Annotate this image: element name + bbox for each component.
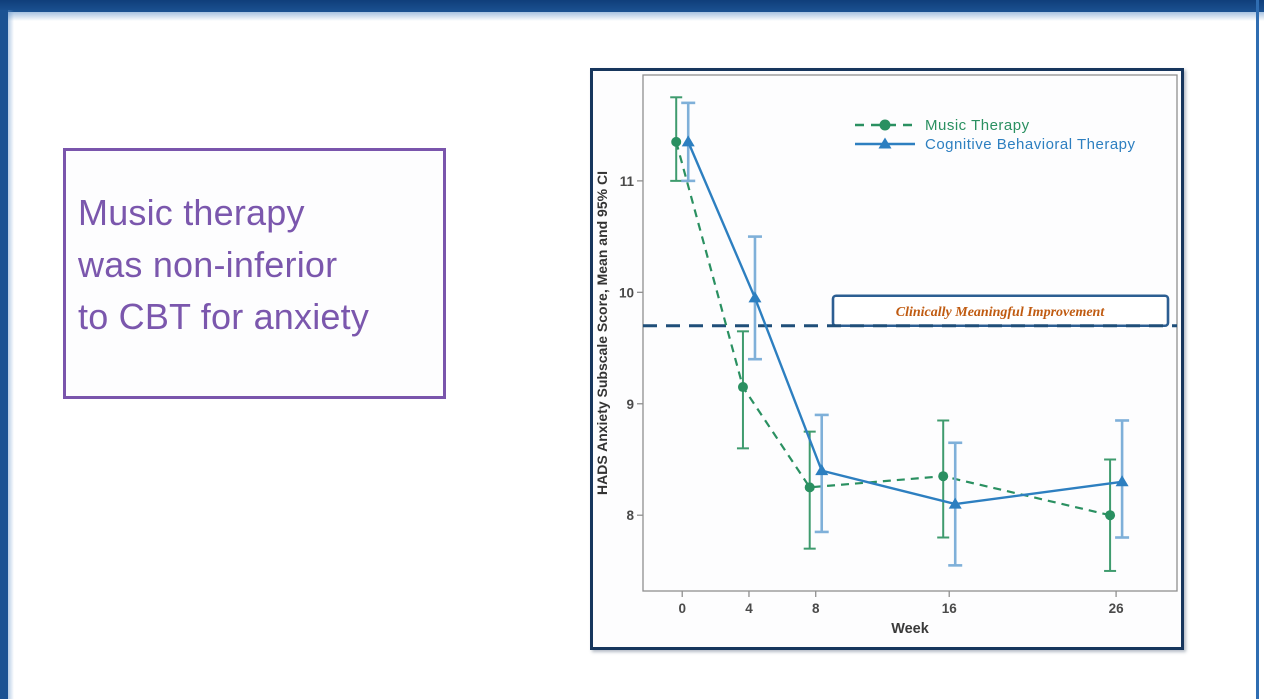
svg-text:11: 11 [619, 173, 634, 189]
top-accent-bar [0, 0, 1264, 12]
anxiety-chart [590, 68, 1184, 650]
svg-text:Clinically Meaningful Improvem: Clinically Meaningful Improvement [895, 304, 1105, 320]
callout-text [66, 151, 443, 343]
left-accent-fade [8, 10, 14, 699]
svg-text:8: 8 [811, 601, 820, 616]
svg-text:8: 8 [626, 508, 634, 524]
svg-text:4: 4 [745, 601, 753, 616]
svg-text:26: 26 [1108, 601, 1124, 616]
callout-line: to CBT for anxiety [78, 296, 370, 337]
svg-text:16: 16 [941, 601, 957, 616]
callout-line: was non-inferior [78, 244, 338, 285]
svg-text:HADS Anxiety Subscale Score, M: HADS Anxiety Subscale Score, Mean and 95% CI [594, 171, 610, 495]
right-accent-bar [1256, 0, 1259, 699]
callout-line: Music therapy [78, 192, 305, 233]
left-accent-bar [0, 10, 8, 699]
svg-text:9: 9 [626, 396, 634, 412]
chart-svg [593, 71, 1181, 647]
svg-text:0: 0 [678, 601, 686, 616]
callout-box [63, 148, 446, 399]
svg-text:10: 10 [618, 285, 634, 301]
svg-text:Music Therapy: Music Therapy [925, 117, 1030, 134]
svg-text:Cognitive Behavioral Therapy: Cognitive Behavioral Therapy [925, 136, 1136, 153]
top-accent-fade [0, 12, 1264, 21]
svg-text:Week: Week [891, 621, 929, 637]
